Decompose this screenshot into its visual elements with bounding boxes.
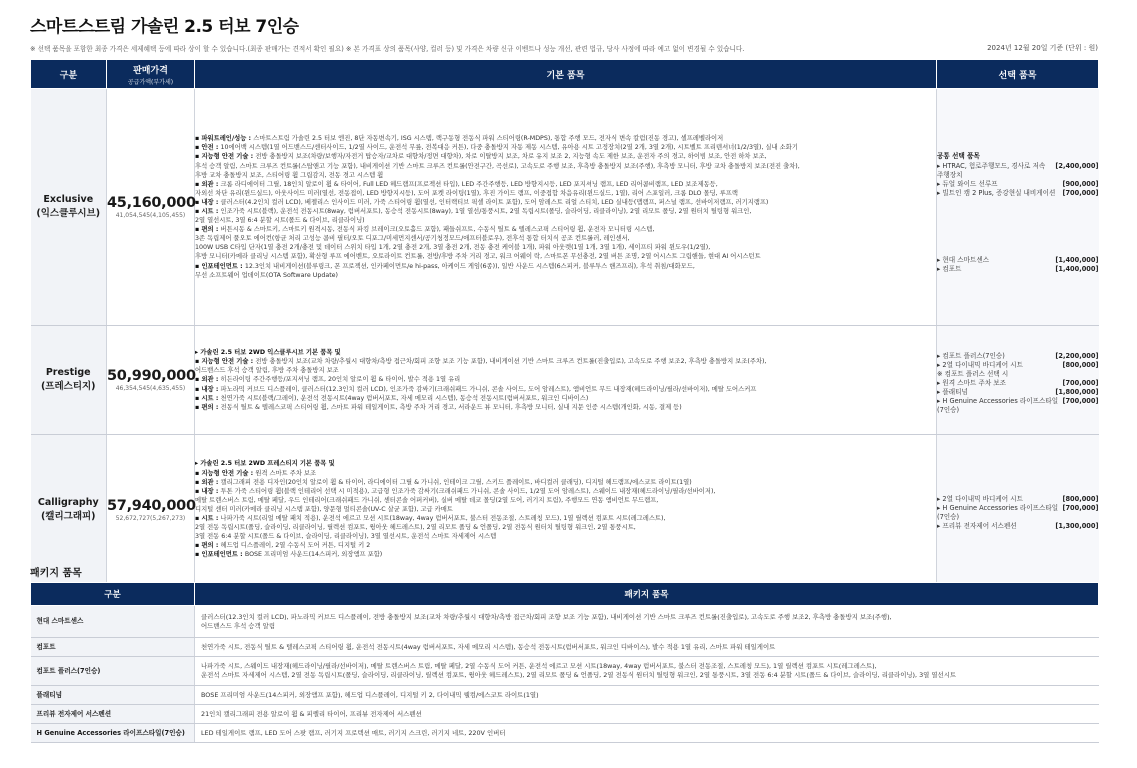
basic-item-text: 전방 충돌방지 보조(차량/보행자/자전거 탑승자/교차로 대향차/정면 대향차), 차로 이탈방지 보조, 차로 유지 보조 2, 지능형 속도 제한 보조, 운전자 주의 경고, 하이빔 보조, 안전 하차 보조, bbox=[255, 153, 767, 161]
basic-item-label: ▪ 내장 : bbox=[195, 385, 221, 393]
price-table-header bbox=[31, 60, 1099, 89]
basic-item-line bbox=[195, 523, 936, 532]
package-rows bbox=[31, 606, 1099, 743]
option-item-price: [700,000] bbox=[1062, 503, 1099, 512]
basic-item-line bbox=[195, 348, 936, 357]
package-row bbox=[31, 705, 1099, 724]
option-item-price: [2,400,000] bbox=[1055, 162, 1099, 170]
basic-item-line bbox=[195, 271, 936, 280]
option-item-price: [1,400,000] bbox=[1055, 265, 1099, 273]
basic-item-text: 투톤 가죽 스티어링 휠(블랙 인테리어 선택 시 미적용), 고급형 인조가죽 감싸기(크래쉬패드 가니쉬, 콘솔 사이드, 1/2열 도어 암레스트), 스웨이드 내장재(헤드라이닝/필라/선바이저), bbox=[220, 487, 716, 495]
trim-row bbox=[31, 435, 1099, 585]
basic-item-line bbox=[195, 394, 936, 403]
trim-name-cell bbox=[31, 435, 107, 585]
option-group bbox=[937, 495, 1099, 531]
basic-item-text: 후석 승객 알림, 스마트 크루즈 컨트롤(스탑앤고 기능 포함), 내비게이션 기반 스마트 크루즈 컨트롤(안전구간, 곡선로), 고속도로 주행 보조, 후측방 충돌방지 보조(주행), 후측방 모니터, 후방 교차 충돌방지 보조(전진 출차), bbox=[195, 162, 800, 170]
option-item-price: [2,200,000] bbox=[1055, 351, 1099, 360]
date-reference: 2024년 12월 20일 기준 (단위 : 원) bbox=[987, 44, 1098, 52]
trim-price: 57,940,000 bbox=[107, 497, 196, 514]
basic-item-text: 3존 독립제어 풀오토 에어컨(항균 처리 고성능 콤비 필터/오토 디포그/미세먼지센서/공기청정모드/애프터블로우), 전후석 통합 터치식 공조 컨트롤러, 레인센서, bbox=[195, 235, 630, 243]
trim-name: Prestige bbox=[45, 367, 91, 378]
trim-price-sub: 52,672,727(5,267,273) bbox=[115, 514, 186, 522]
page-title: 스마트스트림 가솔린 2.5 터보 7인승 bbox=[30, 17, 299, 37]
basic-item-line bbox=[195, 207, 936, 216]
trim-price-sub: 46,354,545(4,635,455) bbox=[115, 385, 186, 392]
basic-item-text: 원격 스마트 주차 보조 bbox=[255, 469, 317, 477]
basic-item-label: ▪ 인포테인먼트 : bbox=[195, 551, 245, 559]
option-item-name: ※ 컴포트 플러스 선택 시 bbox=[937, 369, 1009, 378]
option-item-price: [700,000] bbox=[1062, 396, 1099, 405]
basic-item-line bbox=[195, 162, 936, 171]
basic-item-text: 12.3인치 내비게이션(블루링크, 폰 프로젝션, 인카페이먼트/e hi-pass, 아케이드 게임(6종)), 일반 사운드 시스템(6스피커, 블루투스 핸즈프리), 후석 취침/대화모드, bbox=[244, 262, 695, 270]
basic-item-text: 메탈 트렌스버스 트림, 메탈 페달, 우드 인테리어(크래쉬패드 가니쉬, 센터콘솔 어퍼커버), 실버 메탈 데코 몰딩(2열 도어, 러기지 트림), 주행모드 연동 앰비언트 무드램프, bbox=[195, 496, 659, 504]
option-item-name: ▸ H Genuine Accessories 라이프스타일(7인승) bbox=[937, 396, 1059, 414]
option-item bbox=[937, 379, 1099, 388]
trim-name: Exclusive bbox=[43, 194, 94, 205]
basic-item-label: ▪ 내장 : bbox=[195, 198, 221, 206]
option-item-name: ▸ 컴포트 플러스(7인승) bbox=[937, 351, 1005, 360]
basic-item-label: ▪ 외관 : bbox=[195, 376, 221, 384]
basic-item-text: 전방 충돌방지 보조(교차 차량/추월시 대향차/측방 접근차/회피 조향 보조 기능 포함), 내비게이션 기반 스마트 크루즈 컨트롤(진출입로), 고속도로 주행 보조2, 후측방 충돌방지 보조(주차), bbox=[255, 358, 767, 366]
option-item bbox=[937, 162, 1099, 180]
basic-item-line bbox=[195, 532, 936, 541]
package-row bbox=[31, 638, 1099, 657]
basic-item-text: 3열 전동 6:4 분할 시트(폴드 & 다이브, 슬라이딩, 리클라이닝), 3열 열선시트, 운전석 스마트 자세제어 시스템 bbox=[195, 533, 497, 541]
package-section-title: 패키지 품목 bbox=[30, 568, 82, 579]
basic-items-cell bbox=[195, 89, 937, 326]
package-row bbox=[31, 724, 1099, 743]
option-items-cell bbox=[937, 435, 1099, 585]
package-item-line: 클러스터(12.3인치 컬러 LCD), 파노라믹 커브드 디스플레이, 전방 충돌방지 보조(교차 차량/추월시 대향차/측방 접근차/회피 조향 보조 기능 포함), 내비게이션 기반 스마트 크루즈 컨트롤(진출입로), 고속도로 주행 보조2, 후측방 충돌방지 보조(주행), bbox=[201, 612, 892, 621]
basic-item-text: 무선 소프트웨어 업데이트(OTA Software Update) bbox=[195, 271, 339, 279]
basic-item-label: ▪ 편의 : bbox=[195, 542, 221, 550]
trim-price-cell bbox=[107, 435, 195, 585]
option-item bbox=[937, 180, 1099, 189]
basic-item-label: ▪ 시트 : bbox=[195, 394, 221, 402]
basic-item-line bbox=[195, 252, 936, 261]
option-item bbox=[937, 256, 1099, 265]
package-items-cell bbox=[195, 705, 1099, 724]
package-name: 컴포트 플러스(7인승) bbox=[31, 657, 195, 686]
option-item-name: ▸ 프리뷰 전자제어 서스펜션 bbox=[937, 521, 1017, 530]
basic-item-text: 나파가죽 시트(리얼 메탈 패치 적용), 운전석 에르고 모션 시트(18way, 4way 럼버서포트, 불스터 전동조절, 스트레칭 모드), 1열 릴렉션 컴포트 시트(레그레스트), bbox=[220, 515, 666, 523]
option-item-name: ▸ 원격 스마트 주차 보조 bbox=[937, 378, 1007, 387]
package-table-header bbox=[31, 583, 1099, 606]
package-name: 현대 스마트센스 bbox=[31, 606, 195, 638]
basic-item-line bbox=[195, 541, 936, 550]
option-item-price: [800,000] bbox=[1062, 360, 1099, 369]
option-items-cell bbox=[937, 326, 1099, 435]
basic-item-line bbox=[195, 216, 936, 225]
basic-item-line bbox=[195, 550, 936, 559]
basic-item-text: 클러스터(4.2인치 컬러 LCD), 베젤리스 인사이드 미러, 가죽 스티어링 휠(열선, 인터랙티브 픽셀 라이트 포함), 도어 암레스트 리얼 스티치, LED 실내등(맵램프, 퍼스널 램프, 선바이저램프, 러기지램프) bbox=[220, 198, 769, 206]
trim-row bbox=[31, 326, 1099, 435]
header-options: 선택 품목 bbox=[937, 60, 1099, 89]
option-item-name: ▸ H Genuine Accessories 라이프스타일(7인승) bbox=[937, 503, 1059, 521]
package-name: 프리뷰 전자제어 서스펜션 bbox=[31, 705, 195, 724]
trim-row bbox=[31, 89, 1099, 326]
option-group-title: 공통 선택 품목 bbox=[937, 152, 980, 160]
option-item-price: [800,000] bbox=[1062, 494, 1099, 503]
package-row bbox=[31, 606, 1099, 638]
basic-item-line bbox=[195, 469, 936, 478]
package-items-cell bbox=[195, 724, 1099, 743]
basic-item-text: 히든라이팅 주간주행등/포지셔닝 램프, 20인치 알로이 휠 & 타이어, 발수 적용 1열 유리 bbox=[220, 376, 461, 384]
package-table bbox=[30, 582, 1099, 743]
basic-item-text: 자외선 차단 유리(윈드실드), 아웃사이드 미러(열선, 전동접이, LED 방향지시등), 도어 포켓 라이팅(1열), 후진 가이드 램프, 이중접합 차음유리(윈드실드, 1열), 리어 스포일러, 크롬 DLO 몰딩, 루프랙 bbox=[195, 189, 738, 197]
trim-price-cell bbox=[107, 89, 195, 326]
package-items-cell bbox=[195, 686, 1099, 705]
trim-name: Calligraphy bbox=[37, 496, 99, 508]
basic-item-text: 캘리그래피 전용 디자인(20인치 알로이 휠 & 타이어, 라디에이터 그릴 & 가니쉬, 인테이크 그릴, 스키드 플레이트, 바디컬러 클래딩), 디지털 헤드램프/에스코트 라이트(1열) bbox=[220, 478, 692, 486]
basic-item-line bbox=[195, 152, 936, 161]
basic-item-text: 파노라믹 커브드 디스플레이, 클러스터(12.3인치 컬러 LCD), 인조가죽 감싸기(크래쉬패드 가니쉬, 콘솔 사이드, 도어 암레스트), 앰비언트 무드 내장재(헤드라이닝/필라/선바이저), 메탈 도어스커프 bbox=[220, 385, 757, 393]
package-row bbox=[31, 686, 1099, 705]
basic-item-label: ▪ 외관 : bbox=[195, 478, 221, 486]
basic-item-text: 인조가죽 시트(블랙), 운전석 전동시트(8way, 럼버서포트), 동승석 전동시트(8way), 1열 열선/통풍시트, 2열 독립시트(폴딩, 슬라이딩, 리클라이닝), 2열 리모트 폴딩, 2열 원터치 틸팅형 워크인, bbox=[220, 208, 752, 215]
option-item-price: [1,800,000] bbox=[1055, 387, 1099, 396]
basic-item-text: 버튼시동 & 스마트키, 스마트키 원격시동, 전동식 파킹 브레이크(오토홀드 포함), 패들쉬프트, 수동식 틸트 & 텔레스코픽 스티어링 휠, 운전자 모니터링 시스템, bbox=[220, 226, 655, 234]
basic-item-label: ▪ 시트 : bbox=[195, 208, 221, 215]
package-item-line: 어드밴스드 후석 승객 알림 bbox=[201, 621, 276, 630]
basic-item-line bbox=[195, 459, 936, 468]
trim-name-kr: (캘리그래피) bbox=[40, 510, 96, 522]
notice-text: ※ 선택 품목을 포함한 최종 가격은 세제혜택 등에 따라 상이 할 수 있습니다.(최종 판매가는 견적서 확인 필요) ※ 본 가격표 상의 품목(사양, 컬러 등) 및 가격은 차량 신규 이벤트나 성능 개선, 관련 법규, 당사 사정에 따라 예고 없이 변경될 수 있습니다. bbox=[30, 45, 745, 53]
basic-item-text: 천연가죽 시트(블랙/그레이), 운전석 전동시트(4way 럼버서포트, 자세 메모리 시스템), 동승석 전동시트(럼버서포트, 워크인 디바이스) bbox=[220, 394, 589, 402]
basic-item-label: ▪ 파워트레인/성능 : bbox=[195, 135, 254, 143]
package-item-line: 21인치 캘리그래피 전용 알로이 휠 & 피렐리 타이어, 프리뷰 전자제어 서스펜션 bbox=[201, 709, 422, 718]
header-price bbox=[107, 60, 195, 89]
option-items-cell bbox=[937, 89, 1099, 326]
option-item-name: ▸ 듀얼 와이드 선루프 bbox=[937, 180, 998, 188]
trim-price: 50,990,000 bbox=[107, 368, 196, 384]
basic-item-line bbox=[195, 496, 936, 505]
package-items-cell bbox=[195, 657, 1099, 686]
basic-item-text: BOSE 프리미엄 사운드(14스피커, 외장앰프 포함) bbox=[244, 551, 383, 559]
package-item-line: BOSE 프리미엄 사운드(14스피커, 외장앰프 포함), 헤드업 디스플레이, 디지털 키 2, 다이내믹 웰컴/에스코트 라이트(1열) bbox=[201, 690, 539, 699]
trim-name-cell bbox=[31, 89, 107, 326]
basic-item-text: 디지털 센터 미러(카메라 클리닝 시스템 포함), 양문형 멀티콘솔(UV-C 살균 포함), 고급 카매트 bbox=[195, 505, 453, 513]
basic-item-text: 100W USB C타입 단자(1열 충전 2개/충전 및 데이터 스위치 타입 1개, 2열 충전 2개, 3열 충전 2개, 전동 충전 케이블 1개), 파워 아웃렛(1열 1개, 3열 1개), 세이프티 파워 윈도우(1/2열), bbox=[195, 244, 711, 252]
basic-item-label: ▪ 인포테인먼트 : bbox=[195, 262, 245, 270]
basic-item-line bbox=[195, 505, 936, 514]
basic-item-line bbox=[195, 262, 936, 271]
option-item-name: ▸ 빌트인 캠 2 Plus, 증강현실 내비게이션 bbox=[937, 189, 1056, 197]
basic-item-line bbox=[195, 243, 936, 252]
package-name: 플래티넘 bbox=[31, 686, 195, 705]
option-item bbox=[937, 495, 1099, 504]
basic-item-text: 10에어백 시스템(1열 어드밴스드/센터사이드, 1/2열 사이드, 운전석 무릎, 전복대응 커튼), 다중 충돌방지 자동 제동 시스템, 유아용 시트 고정장치(2열 2개, 3열 2개), 시트벨트 프리텐셔너(1/2/3열), 실내 소화기 bbox=[220, 144, 798, 152]
option-item bbox=[937, 370, 1099, 379]
basic-item-label: ▪ 내장 : bbox=[195, 487, 221, 495]
option-item bbox=[937, 388, 1099, 397]
package-item-line: 나파가죽 시트, 스웨이드 내장재(헤드라이닝/필라/선바이저), 메탈 트렌스버스 트림, 메탈 페달, 2열 수동식 도어 커튼, 운전석 에르고 모션 시트(18way, 4way 럼버서포트, 불스터 전동조절, 스트레칭 모드), 1열 릴렉션 컴포트 시트(레그레스트), bbox=[201, 662, 877, 670]
package-header-items: 패키지 품목 bbox=[195, 583, 1099, 606]
basic-item-label: ▸ 가솔린 2.5 터보 2WD 익스클루시브 기본 품목 및 bbox=[195, 349, 341, 357]
basic-items-cell bbox=[195, 326, 937, 435]
package-item-line: 천연가죽 시트, 전동식 틸트 & 텔레스코픽 스티어링 휠, 운전석 전동시트(4way 럼버서포트, 자세 메모리 시스템), 동승석 전동시트(럼버서포트, 워크인 디바이스), 발수 적용 1열 유리, 스마트 파워 테일게이트 bbox=[201, 642, 776, 651]
option-item-name: ▸ 플래티넘 bbox=[937, 387, 968, 396]
package-item-line: LED 테일게이트 램프, LED 도어 스팟 램프, 러기지 프로텍션 매트, 러기지 스크린, 러기지 네트, 220V 인버터 bbox=[201, 728, 506, 737]
option-item bbox=[937, 361, 1099, 370]
basic-item-line bbox=[195, 375, 936, 384]
basic-item-line bbox=[195, 357, 936, 366]
basic-item-line bbox=[195, 366, 936, 375]
basic-item-line bbox=[195, 180, 936, 189]
basic-item-label: ▪ 안전 : bbox=[195, 144, 221, 152]
package-item-line: 운전석 스마트 자세제어 시스템, 2열 전동 독립시트(폴딩, 슬라이딩, 리클라이닝, 릴렉션 컴포트, 윙아웃 헤드레스트), 2열 리모트 폴딩 & 언폴딩, 2열 전동식 원터치 틸팅형 워크인, 2열 통풍시트, 3열 전동 6:4 분할 시트(폴드 & 다이브, 슬라이딩, 리클라이닝), 3열 열선시트 bbox=[201, 671, 957, 679]
package-header-name: 구분 bbox=[31, 583, 195, 606]
basic-item-line bbox=[195, 514, 936, 523]
option-item bbox=[937, 265, 1099, 274]
trim-name-cell bbox=[31, 326, 107, 435]
basic-item-line bbox=[195, 403, 936, 412]
basic-item-label: ▪ 지능형 안전 기술 : bbox=[195, 469, 256, 477]
basic-item-label: ▪ 편의 : bbox=[195, 403, 221, 411]
option-item-price: [700,000] bbox=[1062, 378, 1099, 387]
trim-price-sub: 41,054,545(4,105,455) bbox=[115, 212, 186, 219]
package-name: 컴포트 bbox=[31, 638, 195, 657]
price-table bbox=[30, 59, 1099, 585]
option-group bbox=[937, 256, 1099, 274]
basic-item-text: 어드밴스드 후석 승객 알림, 후방 주차 충돌방지 보조 bbox=[195, 367, 339, 375]
basic-item-label: ▪ 지능형 안전 기술 : bbox=[195, 358, 256, 366]
option-item-name: ▸ 컴포트 bbox=[937, 265, 962, 273]
package-row bbox=[31, 657, 1099, 686]
option-item-name: ▸ 2열 다이내믹 바디케어 시트 bbox=[937, 494, 1023, 503]
basic-item-label: ▪ 편의 : bbox=[195, 226, 221, 234]
basic-item-line bbox=[195, 198, 936, 207]
basic-item-text: 후방 모니터(카메라 클리닝 시스템 포함), 확산형 루프 에어벤트, 오토라이트 컨트롤, 전방/후방 주차 거리 경고, 워크 어웨이 락, 스마트폰 무선충전, 2열 버튼 조명, 2열 어시스트 그립핸들, 현대 AI 어시스턴트 bbox=[195, 253, 761, 261]
header-price-sub: 공급가액(부가세) bbox=[127, 78, 174, 86]
basic-item-label: ▪ 시트 : bbox=[195, 515, 221, 523]
option-item bbox=[937, 189, 1099, 198]
basic-item-text: 크롬 라디에이터 그릴, 18인치 알로이 휠 & 타이어, Full LED 헤드램프(프로젝션 타입), LED 주간주행등, LED 방향지시등, LED 포지셔닝 램프, LED 리어콤비램프, LED 보조제동등, bbox=[220, 180, 718, 188]
option-item-price: [1,300,000] bbox=[1055, 521, 1099, 530]
trim-price: 45,160,000 bbox=[107, 195, 196, 211]
trim-name-kr: (프레스티지) bbox=[40, 381, 96, 392]
basic-item-text: 헤드업 디스플레이, 2열 수동식 도어 커튼, 디지털 키 2 bbox=[220, 542, 371, 550]
basic-item-line bbox=[195, 478, 936, 487]
basic-item-line bbox=[195, 171, 936, 180]
package-items-cell bbox=[195, 638, 1099, 657]
basic-item-line bbox=[195, 385, 936, 394]
basic-item-line bbox=[195, 189, 936, 198]
basic-item-line bbox=[195, 143, 936, 152]
option-item-price: [900,000] bbox=[1062, 180, 1099, 188]
header-trim: 구분 bbox=[31, 60, 107, 89]
basic-item-text: 2열 열선시트, 3열 6:4 분할 시트(폴드 & 다이브, 리클라이닝) bbox=[195, 217, 365, 225]
basic-item-text: 후방 교차 충돌방지 보조, 스티어링 휠 그립감지, 전동 경고 시스템 휠 bbox=[195, 171, 384, 179]
header-price-label: 판매가격 bbox=[133, 65, 168, 76]
basic-item-line bbox=[195, 225, 936, 234]
header-basic: 기본 품목 bbox=[195, 60, 937, 89]
option-group bbox=[937, 352, 1099, 415]
basic-item-label: ▪ 외관 : bbox=[195, 180, 221, 188]
package-name: H Genuine Accessories 라이프스타일(7인승) bbox=[31, 724, 195, 743]
basic-item-label: ▸ 가솔린 2.5 터보 2WD 프레스티지 기본 품목 및 bbox=[195, 460, 335, 468]
basic-item-text: 2열 전동 독립시트(폴딩, 슬라이딩, 리클라이닝, 릴렉션 컴포트, 윙아웃 헤드레스트), 2열 리모트 폴딩 & 언폴딩, 2열 전동식 원터치 틸팅형 워크인, 2열 통풍시트, bbox=[195, 524, 636, 532]
option-group bbox=[937, 150, 1099, 198]
option-item bbox=[937, 397, 1099, 415]
option-item-name: ▸ 현대 스마트센스 bbox=[937, 256, 990, 264]
package-items-cell bbox=[195, 606, 1099, 638]
option-item bbox=[937, 352, 1099, 361]
basic-item-label: ▪ 지능형 안전 기술 : bbox=[195, 153, 256, 161]
option-item-name: ▸ 2열 다이내믹 바디케어 시트 bbox=[937, 360, 1023, 369]
basic-item-line bbox=[195, 134, 936, 143]
trim-price-cell bbox=[107, 326, 195, 435]
option-item-price: [700,000] bbox=[1062, 189, 1099, 197]
basic-item-line bbox=[195, 487, 936, 496]
basic-items-cell bbox=[195, 435, 937, 585]
basic-item-line bbox=[195, 234, 936, 243]
option-item-name: ▸ HTRAC, 험로주행모드, 경사로 저속 주행장치 bbox=[937, 162, 1046, 179]
trim-rows bbox=[31, 89, 1099, 585]
trim-name-kr: (익스클루시브) bbox=[36, 208, 101, 219]
option-item bbox=[937, 522, 1099, 531]
option-item bbox=[937, 504, 1099, 522]
option-item-price: [1,400,000] bbox=[1055, 256, 1099, 264]
basic-item-text: 스마트스트림 가솔린 2.5 터보 엔진, 8단 자동변속기, ISG 시스템, 랙구동형 전동식 파워 스티어링(R-MDPS), 통합 주행 모드, 전자식 변속 칼럼(진동 경고), 셀프레벨라이저 bbox=[253, 135, 724, 143]
basic-item-text: 전동식 틸트 & 텔레스코픽 스티어링 휠, 스마트 파워 테일게이트, 측방 주차 거리 경고, 서라운드 뷰 모니터, 후측방 모니터, 실내 지문 인증 시스템(개인화, 시동, 결제 등) bbox=[220, 403, 682, 411]
